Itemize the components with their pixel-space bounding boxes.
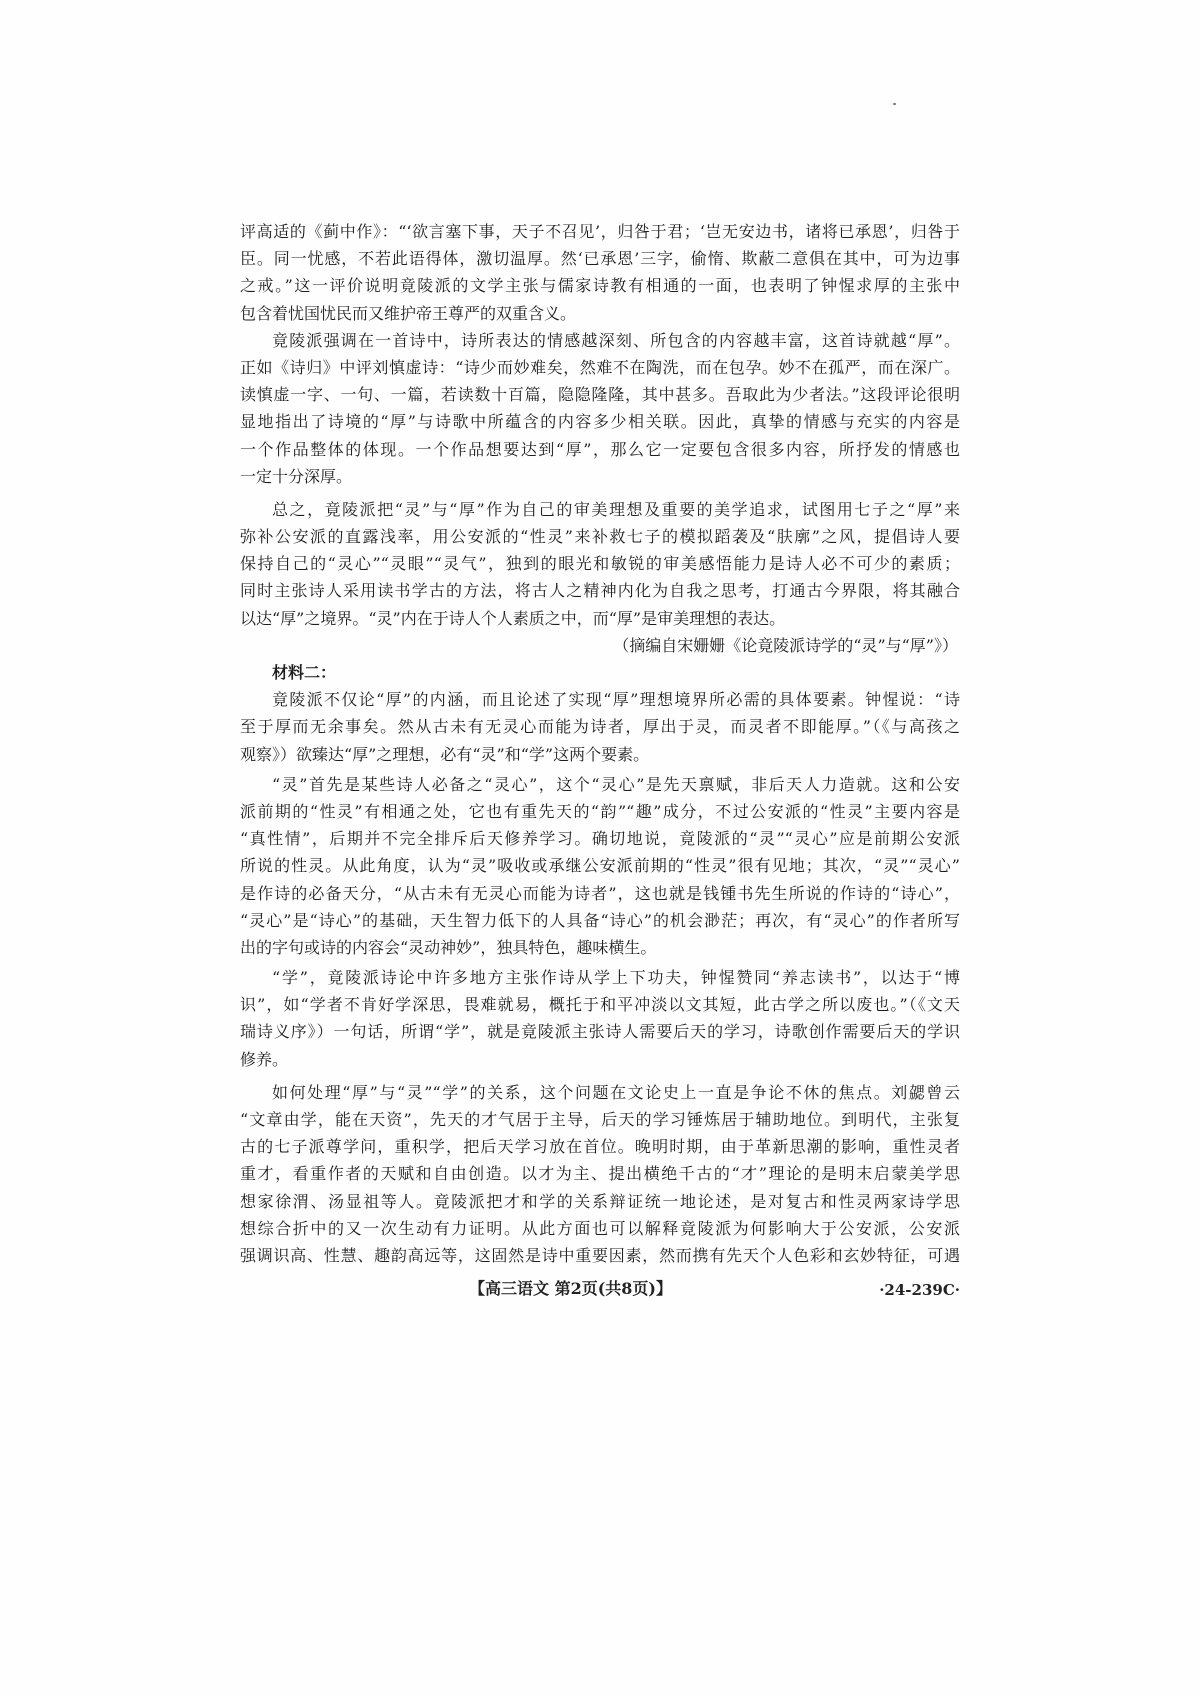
- text-line: 以达“厚”之境界。“灵”内在于诗人个人素质之中，而“厚”是审美理想的表达。: [240, 608, 786, 628]
- footer-exam-code: ·24-239C·: [879, 1281, 960, 1299]
- text-line: 古的七子派尊学问，重积学，把后天学习放在首位。晚明时期，由于革新思潮的影响，重性灵者: [240, 1137, 960, 1157]
- text-line: 一定十分深厚。: [240, 466, 353, 486]
- text-line: 观察》）欲臻达“厚”之理想，必有“灵”和“学”这两个要素。: [240, 744, 650, 764]
- text-line: 总之，竟陵派把“灵”与“厚”作为自己的审美理想及重要的美学追求，试图用七子之“厚”来: [272, 499, 960, 519]
- source-citation: （摘编自宋姗姗《论竟陵派诗学的“灵”与“厚”》）: [613, 635, 958, 655]
- text-line: 包含着忧国忧民而又维护帝王尊严的双重含义。: [240, 303, 577, 323]
- text-line: 一个作品整体的体现。一个作品想要达到“厚”，那么它一定要包含很多内容，所抒发的情感也: [240, 439, 960, 459]
- text-line: “学”，竟陵派诗论中许多地方主张作诗从学上下功夫，钟惺赞同“养志读书”，以达于“博: [272, 968, 960, 988]
- text-line: 至于厚而无余事矣。然从古未有无灵心而能为诗者，厚出于灵，而灵者不即能厚。”（《与高孩之: [240, 717, 960, 737]
- text-line: 重才，看重作者的天赋和自由创造。以才为主、提出横绝千古的“才”理论的是明末启蒙美学思: [240, 1164, 960, 1184]
- paragraph: [240, 771, 960, 961]
- text-line: 竟陵派不仅论“厚”的内涵，而且论述了实现“厚”理想境界所必需的具体要素。钟惺说：“诗: [272, 690, 960, 710]
- paragraph: [240, 964, 960, 1073]
- text-line: 之戒。”这一评价说明竟陵派的文学主张与儒家诗教有相通的一面，也表明了钟惺求厚的主张中: [240, 276, 960, 296]
- scan-speck: [893, 103, 896, 105]
- text-line: “文章由学，能在天资”，先天的才气居于主导，后天的学习锤炼居于辅助地位。到明代，主张复: [240, 1110, 960, 1129]
- text-line: 显地指出了诗境的“厚”与诗歌中所蕴含的内容多少相关联。因此，真挚的情感与充实的内容是: [240, 412, 960, 432]
- text-line: 同时主张诗人采用读书学古的方法，将古人之精神内化为自我之思考，打通古今界限，将其融合: [240, 581, 960, 601]
- text-line: 瑞诗义序》）一句话，所谓“学”，就是竟陵派主张诗人需要后天的学习，诗歌创作需要后天的学识: [240, 1022, 960, 1042]
- text-line: 派前期的“性灵”有相通之处，它也有重先天的“韵”“趣”成分，不过公安派的“性灵”主要内容是: [240, 801, 960, 821]
- text-line: 想综合折中的又一次生动有力证明。从此方面也可以解释竟陵派为何影响大于公安派，公安派: [240, 1218, 960, 1238]
- text-line: 是作诗的必备天分，“从古未有无灵心而能为诗者”，这也就是钱锺书先生所说的作诗的“诗心”，: [240, 883, 960, 903]
- paragraph: [240, 686, 960, 768]
- text-line: 臣。同一忧感，不若此语得体，激切温厚。然‘已承恩’三字，偷惰、欺蔽二意俱在其中，可为边事: [240, 249, 960, 269]
- material-heading: 材料二：: [272, 663, 337, 682]
- footer-page-label: 【高三语文 第2页(共8页)】: [469, 1279, 672, 1298]
- paragraph: [240, 496, 960, 632]
- text-line: 保持自己的“灵心”“灵眼”“灵气”，独到的眼光和敏锐的审美感悟能力是诗人必不可少的素质；: [240, 554, 960, 574]
- text-line: 评高适的《蓟中作》：“‘欲言塞下事，天子不召见’，归咎于君；‘岂无安边书，诸将已承恩’，归咎于: [240, 222, 960, 241]
- text-line: 想家徐渭、汤显祖等人。竟陵派把才和学的关系辩证统一地论述，是对复古和性灵两家诗学思: [240, 1191, 960, 1211]
- page-body: [240, 218, 960, 1269]
- text-line: 所说的性灵。从此角度，认为“灵”吸收或承继公安派前期的“性灵”很有见地；其次，“灵”“灵心”: [240, 856, 960, 876]
- text-line: 如何处理“厚”与“灵”“学”的关系，这个问题在文论史上一直是争论不休的焦点。刘勰曾云: [272, 1082, 960, 1102]
- text-line: 读慎虚一字、一句、一篇，若读数十百篇，隐隐隆隆，其中甚多。吾取此为少者法。”这段评论很明: [240, 385, 960, 405]
- text-line: 强调识高、性慧、趣韵高远等，这固然是诗中重要因素，然而携有先天个人色彩和玄妙特征，可遇: [240, 1245, 960, 1265]
- text-line: 识”，如“学者不肯好学深思，畏难就易，概托于和平冲淡以文其短，此古学之所以废也。”（《文天: [240, 995, 960, 1015]
- paragraph: [240, 218, 960, 327]
- text-line: 修养。: [240, 1049, 289, 1069]
- paragraph: [240, 327, 960, 490]
- paragraph: [240, 1079, 960, 1269]
- text-line: “真性情”，后期并不完全排斥后天修养学习。确切地说，竟陵派的“灵”“灵心”应是前期公安派: [240, 829, 960, 849]
- text-line: “灵”首先是某些诗人必备之“灵心”，这个“灵心”是先天禀赋，非后天人力造就。这和公安: [272, 774, 960, 794]
- text-line: 出的字句或诗的内容会“灵动神妙”，独具特色，趣味横生。: [240, 937, 657, 957]
- text-line: 竟陵派强调在一首诗中，诗所表达的情感越深刻、所包含的内容越丰富，这首诗就越“厚”。: [272, 330, 960, 350]
- text-line: “灵心”是“诗心”的基础，天生智力低下的人具备“诗心”的机会渺茫；再次，有“灵心”的作者所写: [240, 910, 960, 930]
- text-line: 正如《诗归》中评刘慎虚诗：“诗少而妙难矣，然难不在陶洗，而在包孕。妙不在孤严，而在深广。: [240, 357, 960, 377]
- text-line: 弥补公安派的直露浅率，用公安派的“性灵”来补救七子的模拟蹈袭及“肤廓”之风，提倡诗人要: [240, 527, 960, 547]
